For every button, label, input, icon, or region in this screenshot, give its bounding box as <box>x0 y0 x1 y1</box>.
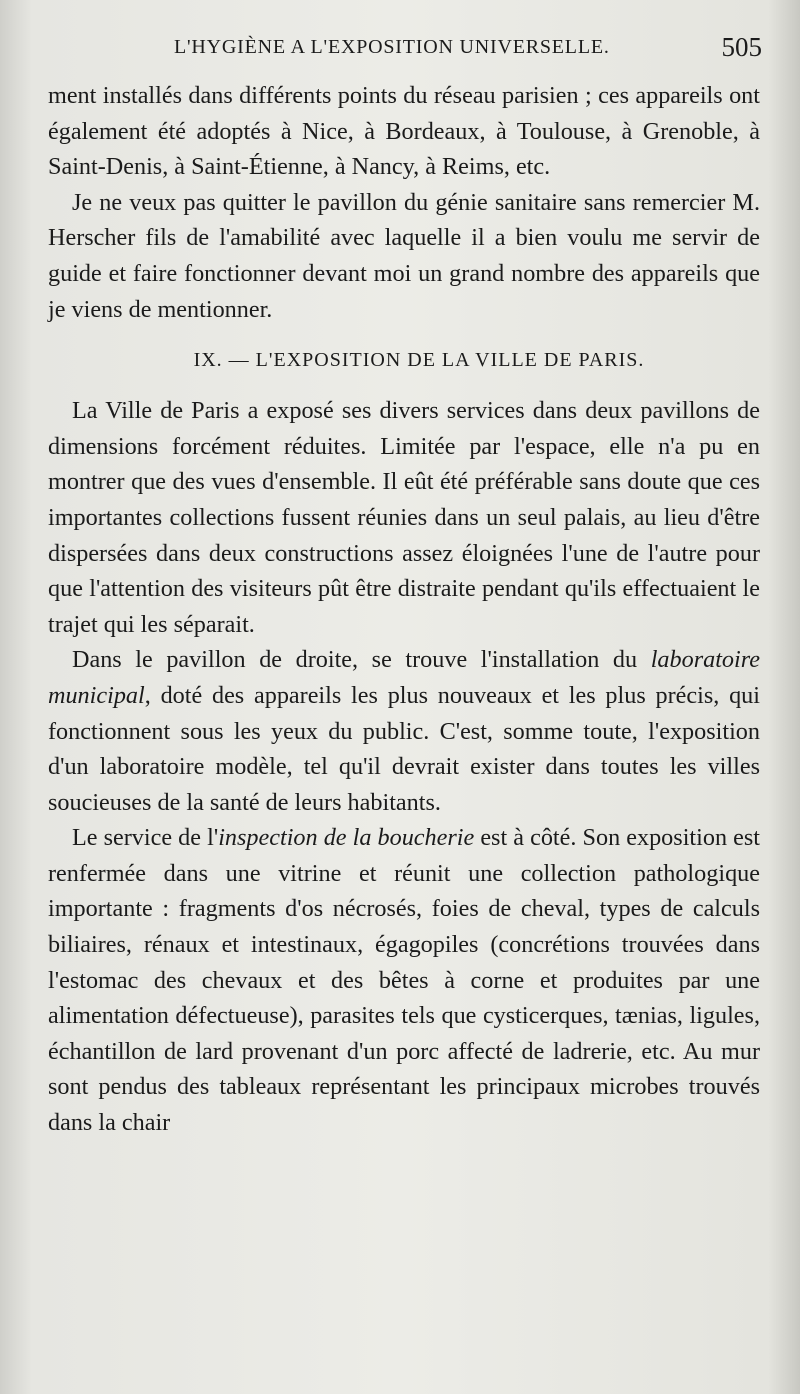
text-segment: est à côté. Son exposition est renfermée dans une vitrine et réunit une collection pathologique importante : fragments d'os nécrosés, foies de cheval, types de calculs biliaires, rénaux et intestinaux, égagopiles (concrétions trouvées dans l'estomac des chevaux et des bêtes à corne et produites par une alimentation défectueuse), parasites tels que cysticerques, tænias, ligules, échantillon de lard provenant d'un porc affecté de ladrerie, etc. Au mur sont pendus des tableaux représentant les principaux microbes trouvés dans la chair <box>48 824 760 1137</box>
page-body <box>48 78 760 1141</box>
italic-term: inspection de la boucherie <box>218 824 475 852</box>
paragraph-laboratory <box>48 642 760 820</box>
paragraph-thanks: Je ne veux pas quitter le pavillon du génie sanitaire sans remercier M. Herscher fils de l'amabilité avec laquelle il a bien voulu me servir de guide et faire fonctionner devant moi un grand nombre des appareils que je viens de mentionner. <box>48 188 760 323</box>
text-segment: , doté des appareils les plus nouveaux et les plus précis, qui fonctionnent sous les yeux du public. C'est, somme toute, l'exposition d'un laboratoire modèle, tel qu'il devrait exister dans toutes les villes soucieuses de la santé de leurs habitants. <box>48 681 760 816</box>
paragraph-butchery <box>48 820 760 1140</box>
section-heading: IX. — L'EXPOSITION DE LA VILLE DE PARIS. <box>193 349 645 372</box>
page-header <box>48 32 762 72</box>
text-segment: Le service de l' <box>72 824 219 852</box>
page-number: 505 <box>721 32 762 62</box>
italic-term: laboratoire municipal <box>48 646 760 709</box>
running-title: L'HYGIÈNE A L'EXPOSITION UNIVERSELLE. <box>174 36 610 58</box>
text-segment: Dans le pavillon de droite, se trouve l'installation du <box>72 646 651 674</box>
paragraph-city-exhibit: La Ville de Paris a exposé ses divers services dans deux pavillons de dimensions forcément réduites. Limitée par l'espace, elle n'a pu en montrer que des vues d'ensemble. Il eût été préférable sans doute que ces importantes collections fussent réunies dans un seul palais, au lieu d'être dispersées dans deux constructions assez éloignées l'une de l'autre pour que l'attention des visiteurs pût être distraite pendant qu'ils effectuaient le trajet qui les séparait. <box>48 397 760 638</box>
paragraph-continued: ment installés dans différents points du réseau parisien ; ces appareils ont également été adoptés à Nice, à Bordeaux, à Toulouse, à Grenoble, à Saint-Denis, à Saint-Étienne, à Nancy, à Reims, etc. <box>48 82 760 181</box>
